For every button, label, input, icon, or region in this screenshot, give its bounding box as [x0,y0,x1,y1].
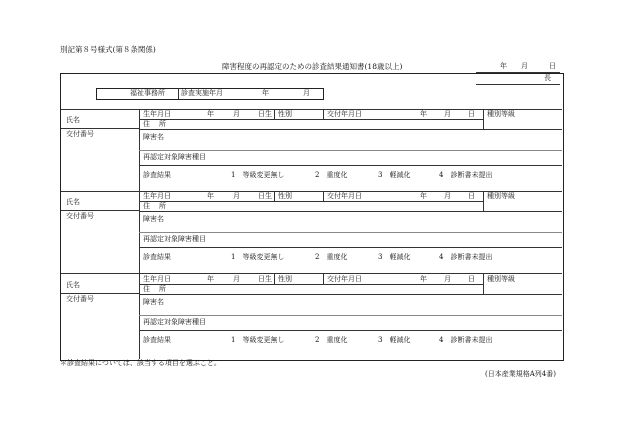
row-line [139,284,483,285]
row-line [139,201,483,202]
result-label: 診査結果 [143,171,171,179]
disability-name-label: 障害名 [143,215,164,223]
row-line [139,330,562,331]
footnote: ＊診査結果については、該当する項目を選ぶこと。 [60,359,221,367]
result-option-3: 3 軽減化 [378,171,411,179]
issue-date-divider [323,109,324,119]
grade-divider [483,191,484,211]
issue-date-divider [323,274,324,284]
result-option-3: 3 軽減化 [378,253,411,261]
sex-label: 性別 [278,192,292,200]
entry-top-border [61,273,562,274]
issue-month: 月 [444,110,451,118]
sex-divider [274,191,275,201]
name-bottom-line [61,210,139,211]
dob-year: 年 [207,275,214,283]
row-line [139,129,562,130]
row-line [139,165,562,166]
row-line [139,150,562,151]
result-option-2: 2 重度化 [315,336,348,344]
issue-day: 日 [468,275,475,283]
sex-label: 性別 [278,110,292,118]
card-number-label: 交付番号 [66,212,94,220]
issue-day: 日 [468,192,475,200]
issue-year: 年 [420,110,427,118]
result-option-1: 1 等級変更無し [231,253,285,261]
result-option-1: 1 等級変更無し [231,171,285,179]
result-option-4: 4 診断書未提出 [439,336,493,344]
result-label: 診査結果 [143,336,171,344]
card-number-label: 交付番号 [66,295,94,303]
disability-name-label: 障害名 [143,133,164,141]
dob-month: 月 [233,110,240,118]
name-bottom-line [61,293,139,294]
row-line [139,315,562,316]
result-option-2: 2 重度化 [315,253,348,261]
sex-label: 性別 [278,275,292,283]
issue-year: 年 [420,275,427,283]
dob-day: 日生 [258,192,272,200]
result-option-3: 3 軽減化 [378,336,411,344]
result-option-2: 2 重度化 [315,171,348,179]
chief-label: 長 [544,74,551,82]
issue-date-label: 交付年月日 [327,110,362,118]
address-label: 住 所 [143,120,167,128]
sex-divider [274,109,275,119]
result-option-1: 1 等級変更無し [231,336,285,344]
grade-label: 種別等級 [487,110,515,118]
dob-month: 月 [233,192,240,200]
name-label: 氏名 [66,281,80,289]
grade-divider [483,274,484,294]
issue-day: 日 [468,110,475,118]
date-year: 年 [500,62,507,70]
issue-date-label: 交付年月日 [327,275,362,283]
issue-month: 月 [444,275,451,283]
name-bottom-line [61,128,139,129]
exam-month: 月 [303,89,310,97]
recert-type-label: 再認定対象障害種目 [143,318,206,326]
issue-month: 月 [444,192,451,200]
row-line [139,247,562,248]
office-box-divider [178,88,179,99]
recert-type-label: 再認定対象障害種目 [143,153,206,161]
result-option-4: 4 診断書未提出 [439,171,493,179]
issue-date-divider [323,191,324,201]
card-number-label: 交付番号 [66,130,94,138]
date-month: 月 [521,62,528,70]
dob-month: 月 [233,275,240,283]
grade-label: 種別等級 [487,192,515,200]
dob-year: 年 [207,110,214,118]
name-label: 氏名 [66,116,80,124]
dob-day: 日生 [258,110,272,118]
dob-day: 日生 [258,275,272,283]
result-label: 診査結果 [143,253,171,261]
document-title: 障害程度の再認定のための診査結果通知書(18歳以上) [222,62,403,71]
address-label: 住 所 [143,202,167,210]
dob-year: 年 [207,192,214,200]
dob-label: 生年月日 [143,110,171,118]
row-line [139,294,562,295]
disability-name-label: 障害名 [143,298,164,306]
row-line [139,211,562,212]
date-day: 日 [549,62,556,70]
dob-label: 生年月日 [143,275,171,283]
recert-type-label: 再認定対象障害種目 [143,235,206,243]
name-label: 氏名 [66,198,80,206]
office-label: 福祉事務所 [130,89,165,97]
issue-year: 年 [420,192,427,200]
dob-label: 生年月日 [143,192,171,200]
entry-column-divider [139,273,140,359]
grade-label: 種別等級 [487,275,515,283]
address-label: 住 所 [143,285,167,293]
row-line [139,232,562,233]
sex-divider [274,274,275,284]
exam-date-label: 診査実施年月 [181,89,223,97]
issue-date-label: 交付年月日 [327,192,362,200]
result-option-4: 4 診断書未提出 [439,253,493,261]
row-line [139,119,483,120]
grade-divider [483,109,484,129]
exam-year: 年 [262,89,269,97]
paper-standard: (日本産業規格A列4番) [485,370,556,378]
form-code: 別記第８号様式(第８条関係) [60,45,156,54]
